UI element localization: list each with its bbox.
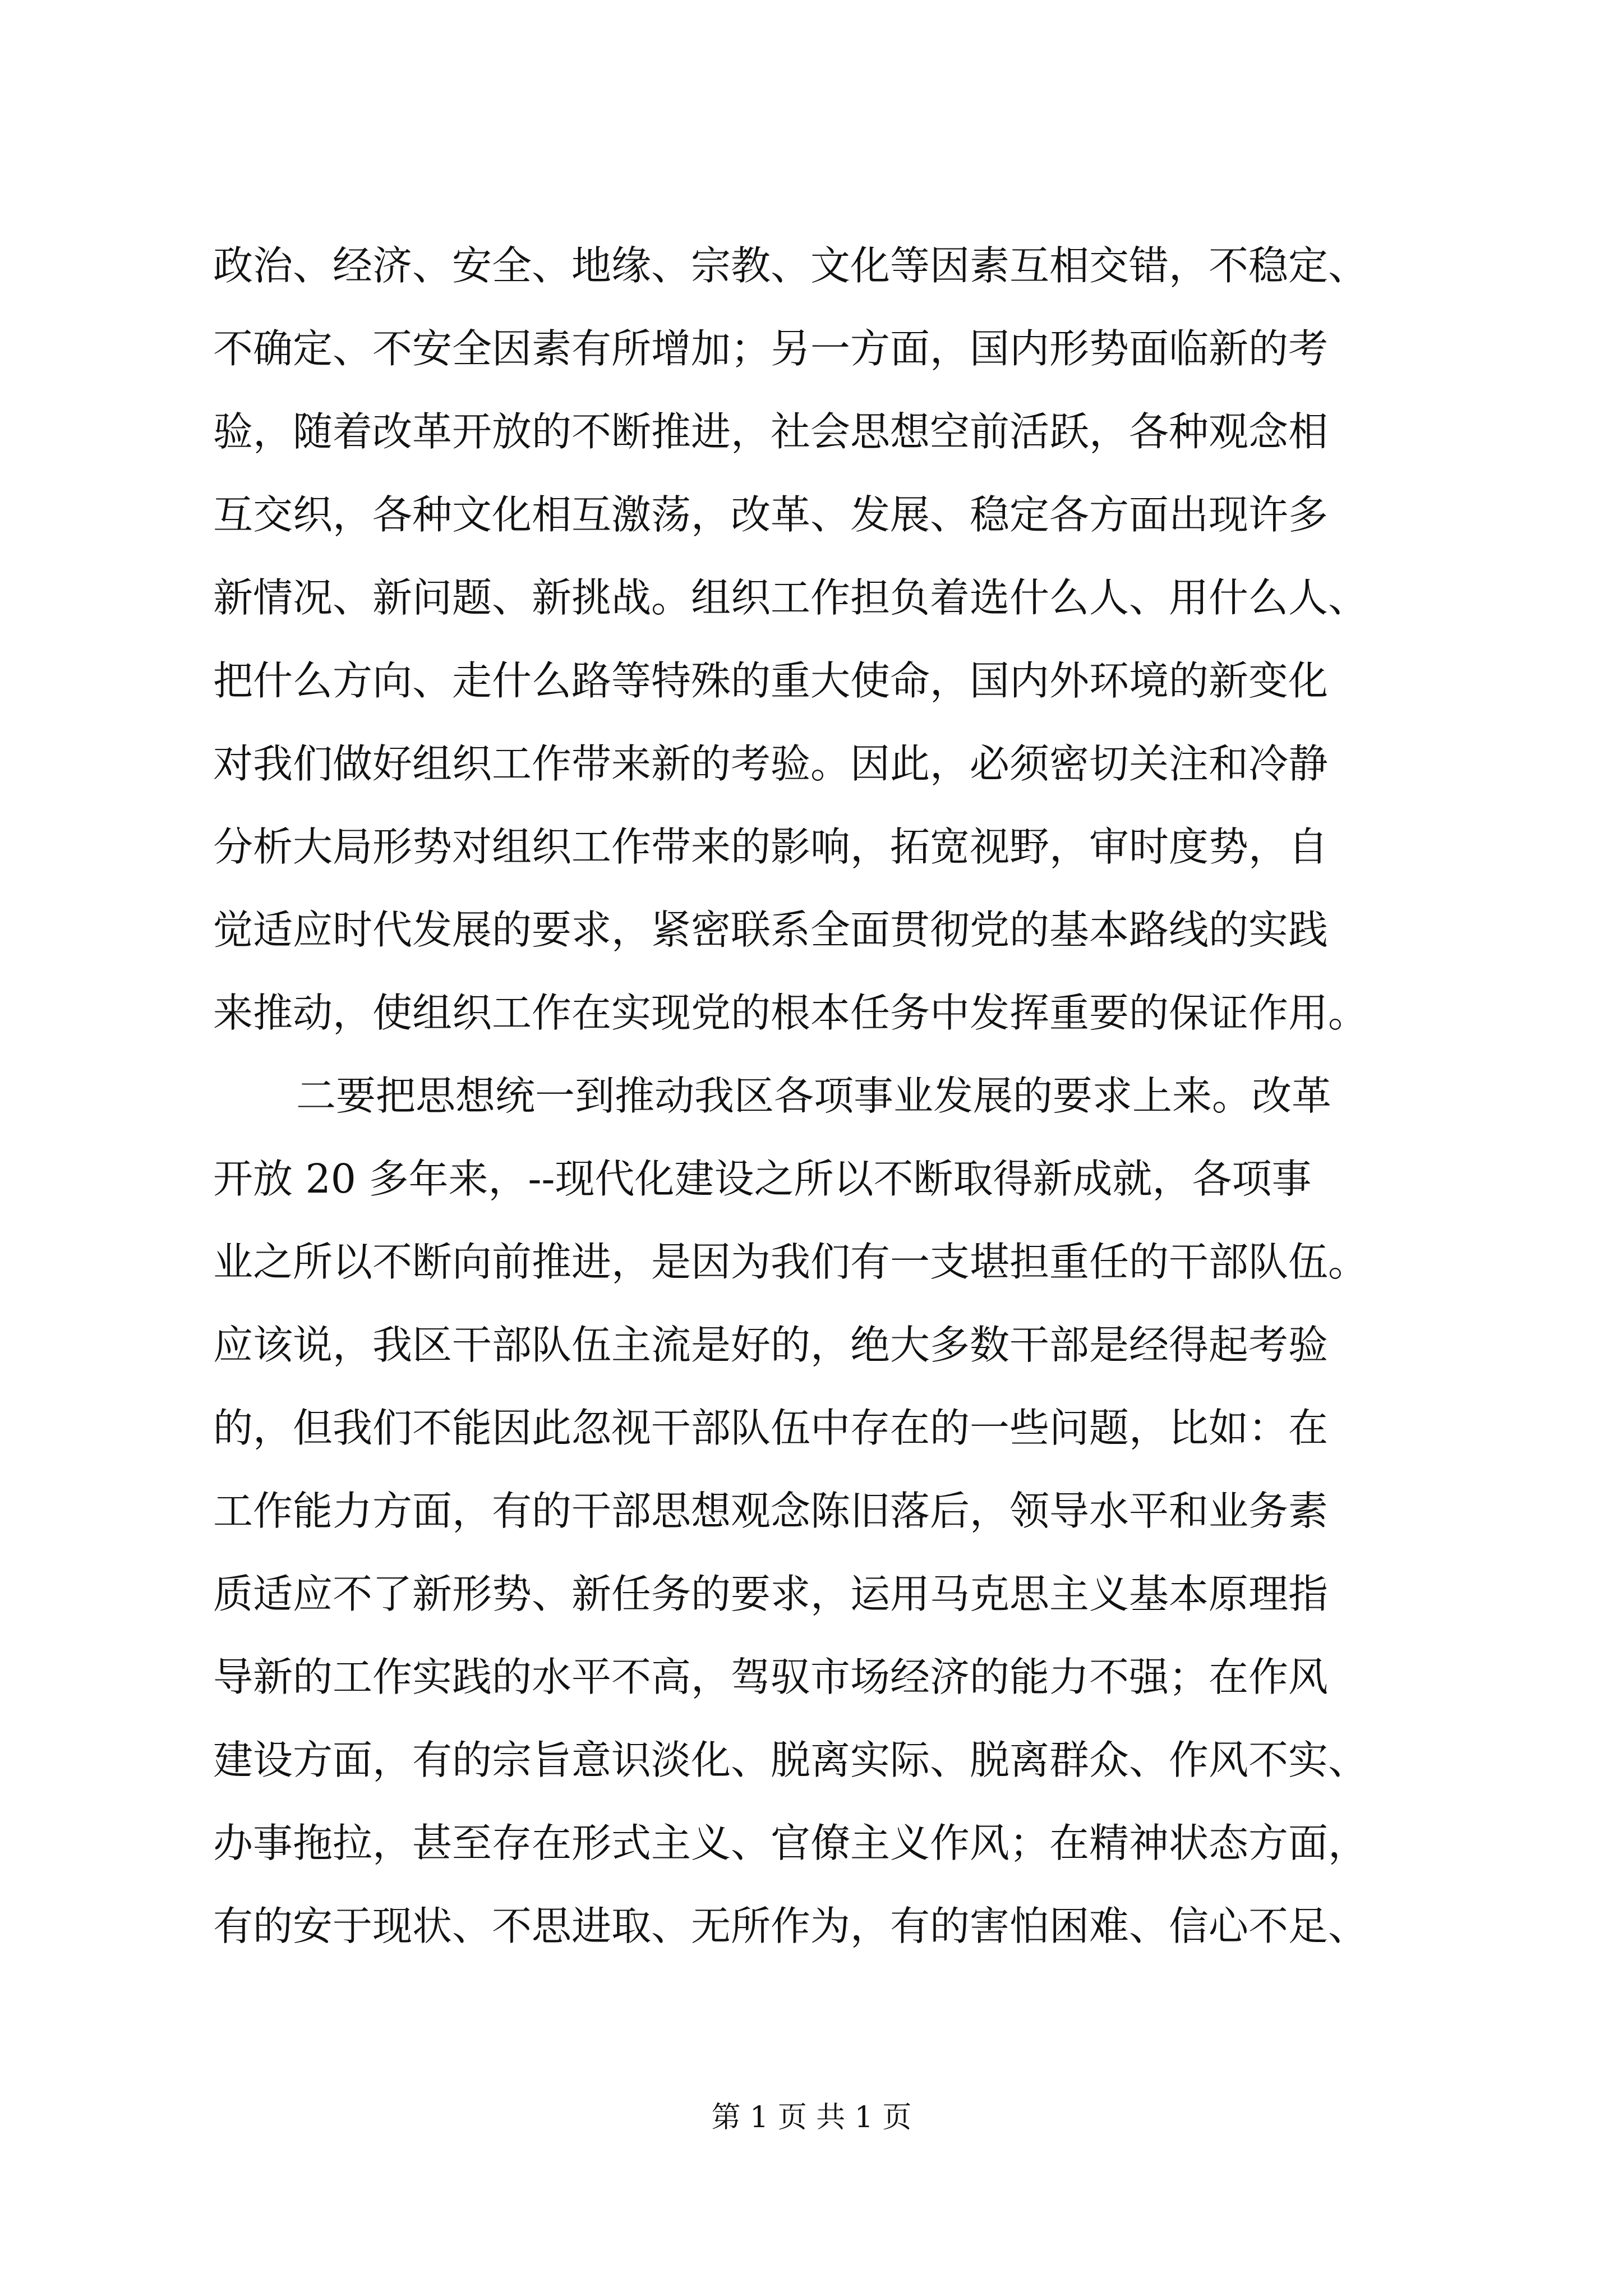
text-line: 建设方面，有的宗旨意识淡化、脱离实际、脱离群众、作风不实、 <box>213 1737 1368 1783</box>
text-line: 办事拖拉，甚至存在形式主义、官僚主义作风；在精神状态方面， <box>213 1820 1368 1866</box>
text-line: 验，随着改革开放的不断推进，社会思想空前活跃，各种观念相 <box>213 408 1329 455</box>
text-line: 新情况、新问题、新挑战。组织工作担负着选什么人、用什么人、 <box>213 574 1368 621</box>
text-line: 业之所以不断向前推进，是因为我们有一支堪担重任的干部队伍。 <box>213 1239 1368 1285</box>
text-line: 的，但我们不能因此忽视干部队伍中存在的一些问题，比如：在 <box>213 1405 1329 1451</box>
text-line: 质适应不了新形势、新任务的要求，运用马克思主义基本原理指 <box>213 1571 1329 1617</box>
text-line: 觉适应时代发展的要求，紧密联系全面贯彻党的基本路线的实践 <box>213 907 1329 953</box>
text-line: 对我们做好组织工作带来新的考验。因此，必须密切关注和冷静 <box>213 740 1329 787</box>
text-line: 把什么方向、走什么路等特殊的重大使命，国内外环境的新变化 <box>213 657 1329 704</box>
text-line: 有的安于现状、不思进取、无所作为，有的害怕困难、信心不足、 <box>213 1903 1368 1949</box>
page-footer: 第 1 页 共 1 页 <box>711 2101 912 2134</box>
text-line: 开放 20 多年来，--现代化建设之所以不断取得新成就，各项事 <box>213 1156 1312 1202</box>
paragraph-first-line: 二要把思想统一到推动我区各项事业发展的要求上来。改革 <box>296 1073 1332 1119</box>
text-line: 互交织，各种文化相互激荡，改革、发展、稳定各方面出现许多 <box>213 491 1329 538</box>
text-line: 应该说，我区干部队伍主流是好的，绝大多数干部是经得起考验 <box>213 1322 1329 1368</box>
text-line: 不确定、不安全因素有所增加；另一方面，国内形势面临新的考 <box>213 325 1329 372</box>
text-line: 导新的工作实践的水平不高，驾驭市场经济的能力不强；在作风 <box>213 1654 1329 1700</box>
text-line: 来推动，使组织工作在实现党的根本任务中发挥重要的保证作用。 <box>213 990 1368 1036</box>
text-line: 工作能力方面，有的干部思想观念陈旧落后，领导水平和业务素 <box>213 1488 1329 1534</box>
text-line: 分析大局形势对组织工作带来的影响，拓宽视野，审时度势，自 <box>213 823 1329 870</box>
document-body <box>213 224 1413 1968</box>
text-line: 政治、经济、安全、地缘、宗教、文化等因素互相交错，不稳定、 <box>213 242 1368 289</box>
